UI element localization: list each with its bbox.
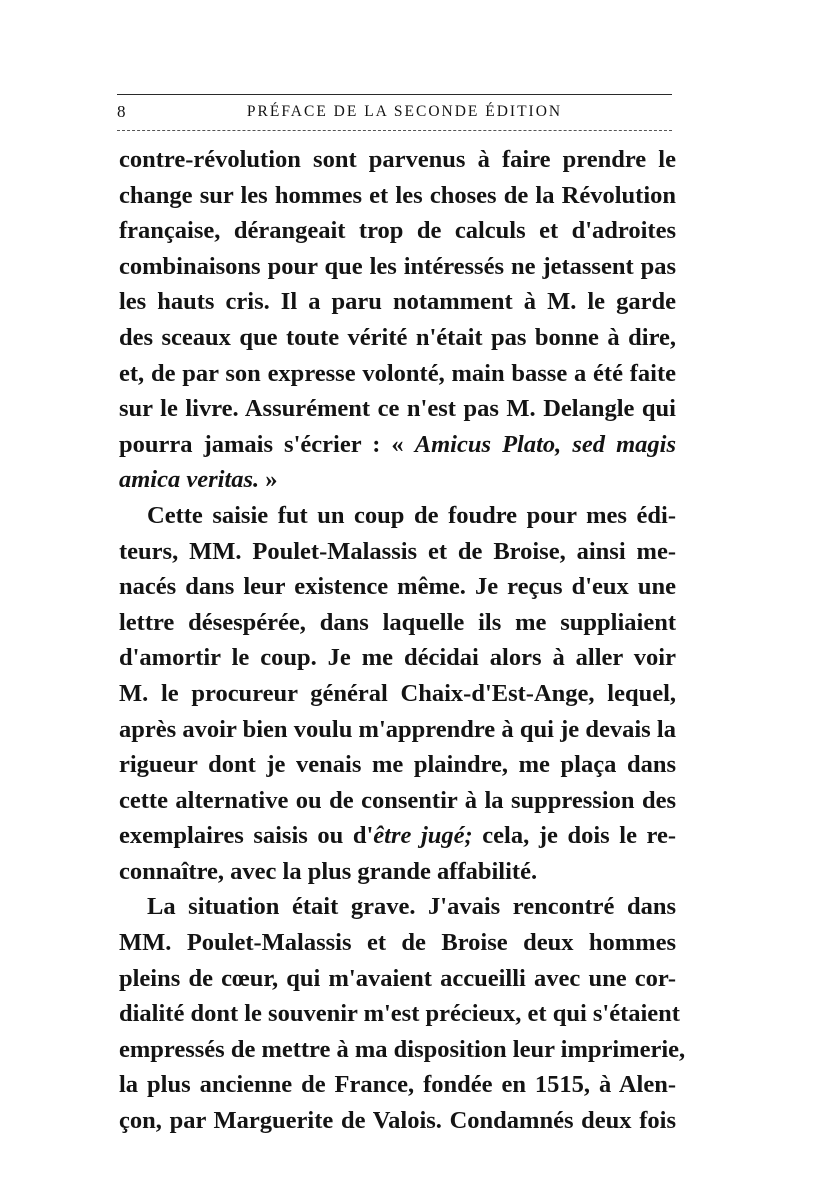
paragraph-2 [119,498,676,890]
body-text [119,142,686,1139]
header-top-rule [117,94,672,95]
text-line: française, dérangeait trop de calculs et d'adroites [119,217,676,245]
running-title: PRÉFACE DE LA SECONDE ÉDITION [246,103,563,120]
text-line: çon, par Marguerite de Valois. Condamnés deux fois [119,1107,676,1135]
text-line: nacés dans leur existence même. Je reçus d'eux une [119,573,676,601]
page-header [117,94,672,134]
latin-quote: Amicus Plato, sed magis [414,430,676,458]
text-line: dialité dont le souvenir m'est précieux, et qui s'étaient [119,1000,680,1028]
page-number: 8 [117,102,126,121]
paragraph-1 [119,142,676,498]
text-line: lettre désespérée, dans laquelle ils me suppliaient [119,608,676,636]
latin-quote: amica veritas. [119,466,260,494]
text-line: change sur les hommes et les choses de la Révolution [119,181,676,209]
text-line: connaître, avec la plus grande affabilité. [119,857,538,885]
text-line: cette alternative ou de consentir à la suppression des [119,786,676,814]
text-line: et, de par son expresse volonté, main basse a été faite [119,359,676,387]
text-line: la plus ancienne de France, fondée en 1515, à Alen- [119,1071,676,1099]
text-line: pourra jamais s'écrier : « Amicus Plato, sed magis [119,430,676,458]
text-line: MM. Poulet-Malassis et de Broise deux hommes [119,929,676,957]
text-line: d'amortir le coup. Je me décidai alors à aller voir [119,644,676,672]
text-line: sur le livre. Assurément ce n'est pas M. Delangle qui [119,395,676,423]
italic-phrase: être jugé; [373,822,473,850]
text-line: M. le procureur général Chaix-d'Est-Ange, lequel, [119,679,676,707]
text-line: les hauts cris. Il a paru notamment à M. le garde [119,288,676,316]
text-line: après avoir bien voulu m'apprendre à qui je devais la [119,715,676,743]
text-line: des sceaux que toute vérité n'était pas bonne à dire, [119,323,676,351]
text-line: exemplaires saisis ou d'être jugé; cela, je dois le re- [119,822,676,850]
paragraph-3 [119,889,686,1138]
header-bottom-rule [117,130,672,131]
text-line: rigueur dont je venais me plaindre, me plaça dans [119,751,676,779]
text-line: Cette saisie fut un coup de foudre pour mes édi- [147,501,676,529]
text-line: amica veritas. » [119,466,278,494]
text-line: empressés de mettre à ma disposition leur imprimerie, [119,1035,686,1063]
text-line: pleins de cœur, qui m'avaient accueilli avec une cor- [119,964,676,992]
text-line: La situation était grave. J'avais rencontré dans [147,893,676,921]
text-line: contre-révolution sont parvenus à faire prendre le [119,146,676,173]
text-line: combinaisons pour que les intéressés ne jetassent pas [119,252,676,280]
text-line: teurs, MM. Poulet-Malassis et de Broise, ainsi me- [119,537,676,565]
